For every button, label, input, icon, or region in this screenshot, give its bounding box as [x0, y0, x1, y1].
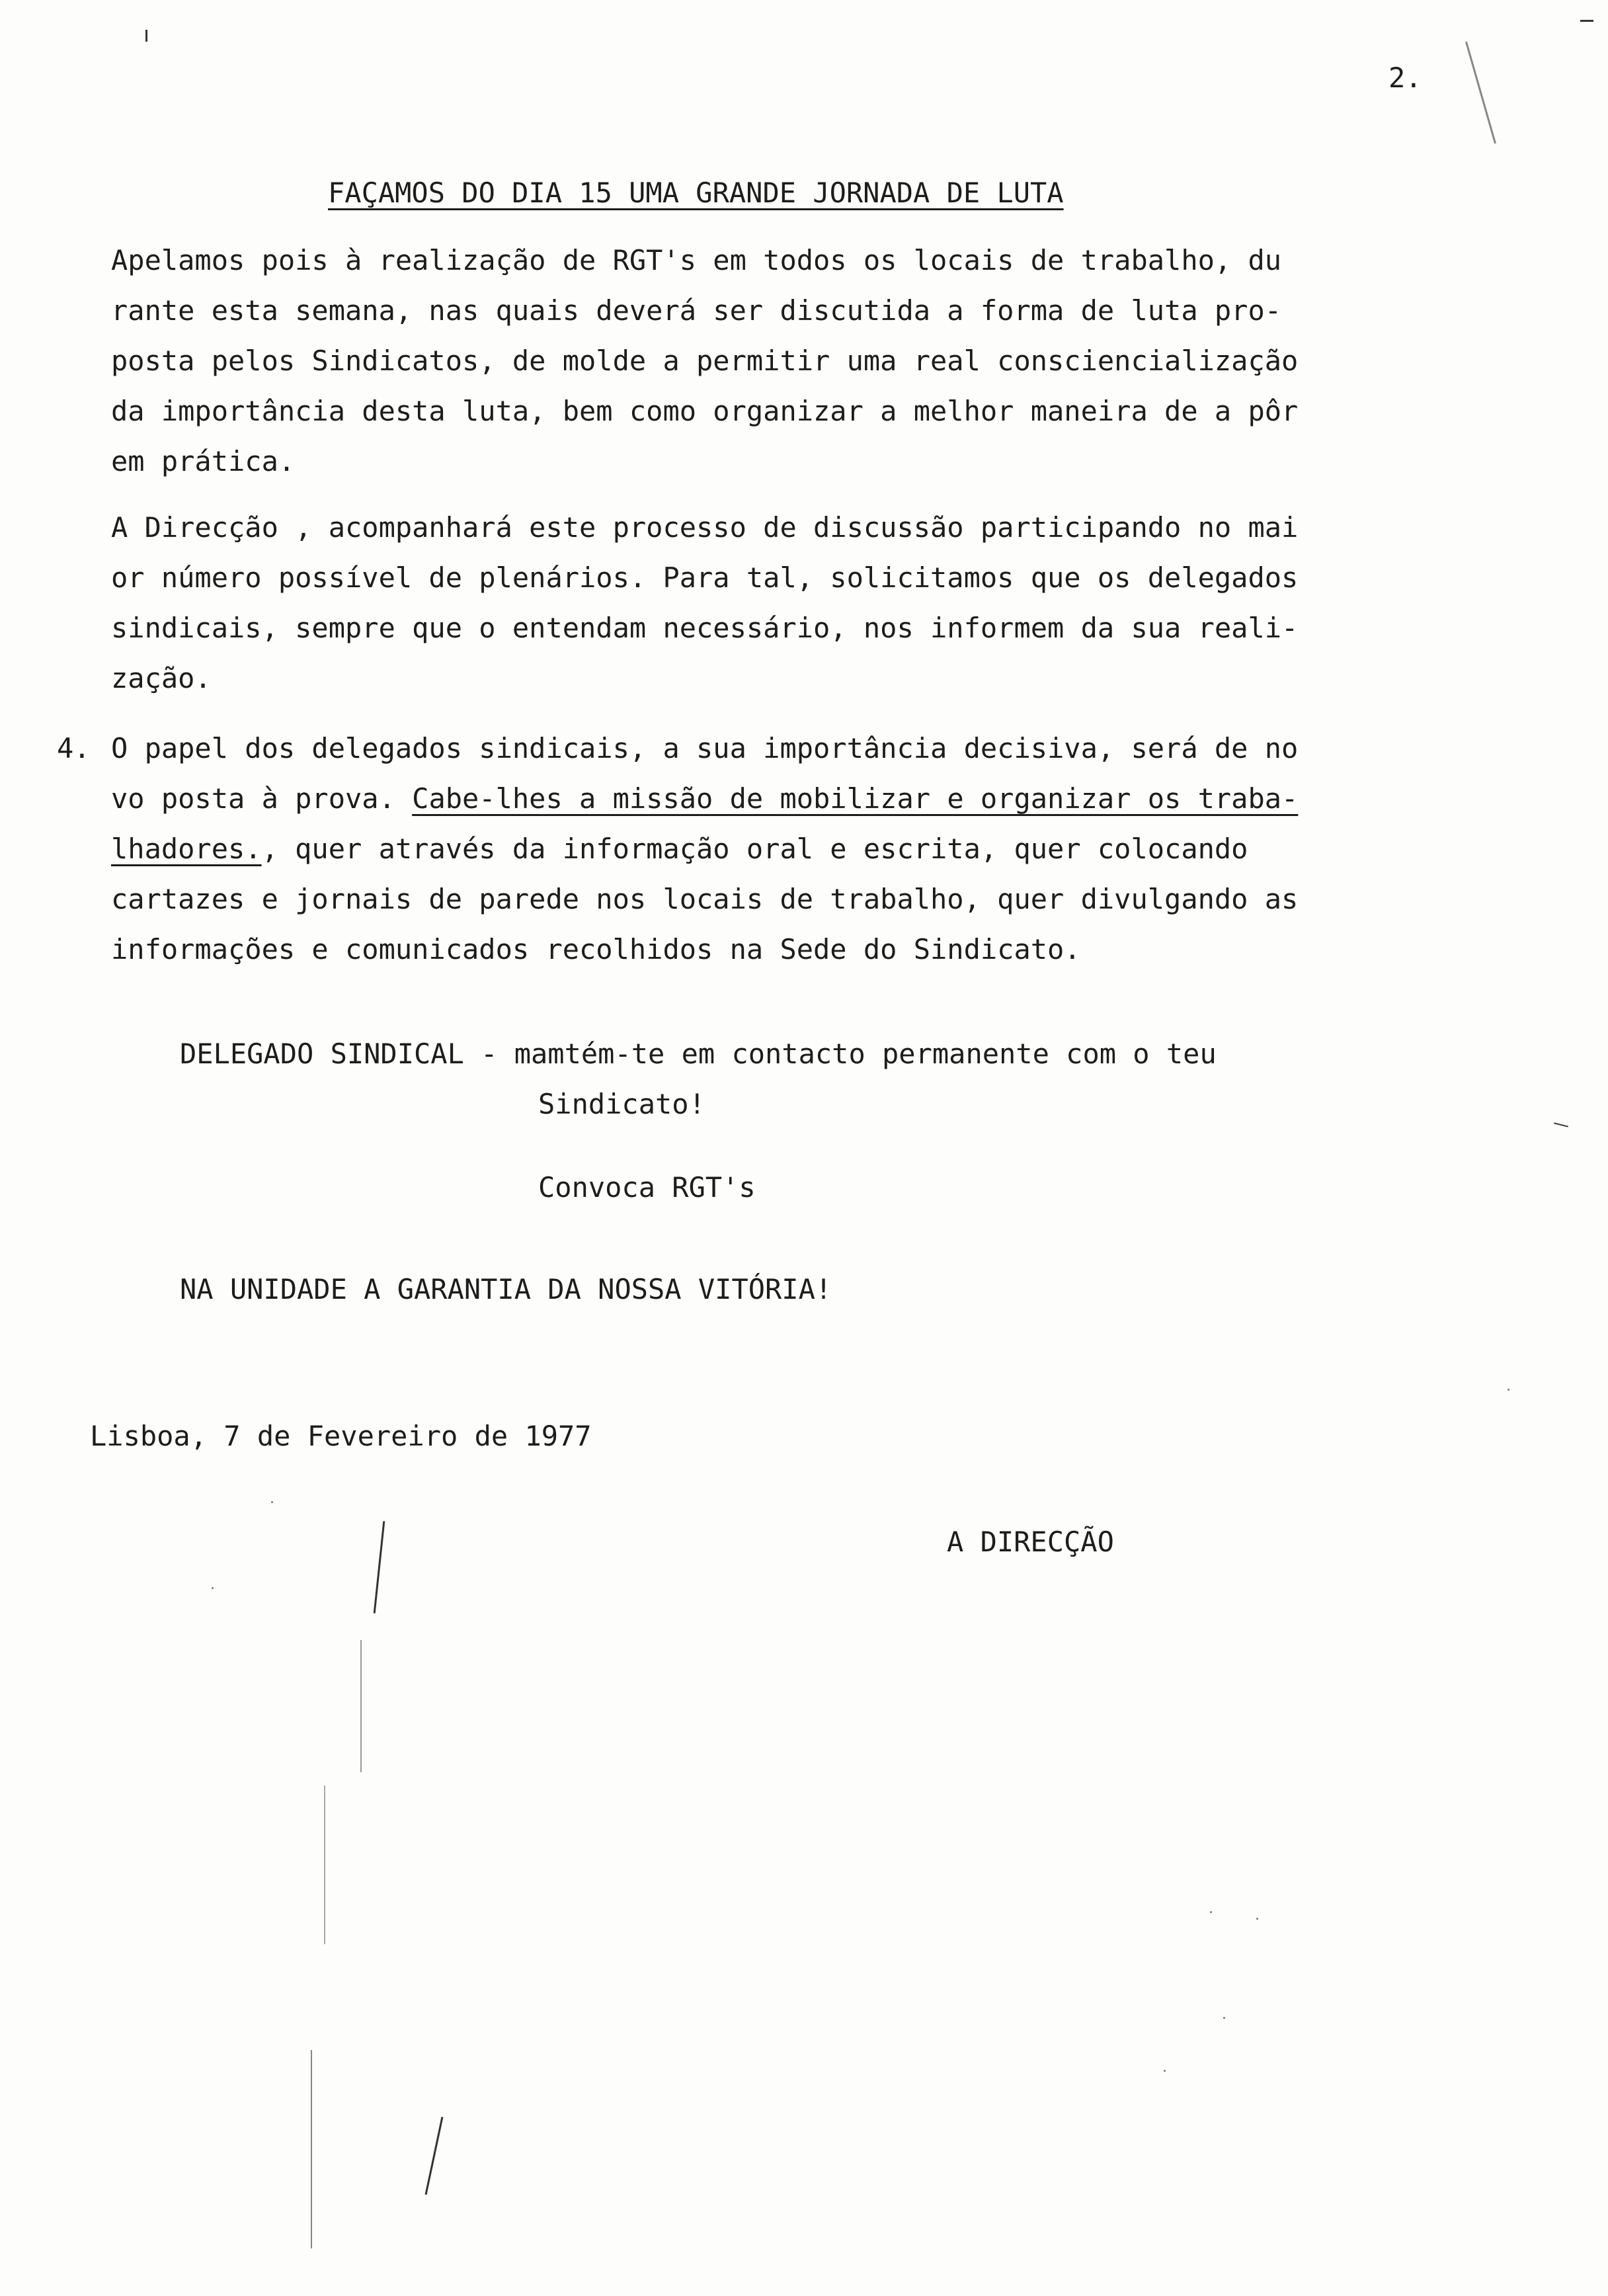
line-text: vo posta à prova. — [111, 782, 413, 815]
scan-mark — [145, 30, 147, 42]
delegate-slogan-continued: Sindicato! — [538, 1088, 705, 1120]
paragraph-line: posta pelos Sindicatos, de molde a permitir uma real consciencialização — [111, 345, 1299, 377]
document-title: FAÇAMOS DO DIA 15 UMA GRANDE JORNADA DE LUTA — [328, 177, 1064, 209]
paragraph-line: A Direcção , acompanhará este processo de discussão participando no mai — [111, 511, 1299, 544]
scan-mark — [1580, 20, 1593, 22]
scan-mark — [1465, 42, 1496, 144]
list-item-number: 4. — [57, 732, 91, 764]
paragraph-line: O papel dos delegados sindicais, a sua importância decisiva, será de no — [111, 732, 1299, 764]
scan-mark — [311, 2050, 312, 2248]
paragraph-line: cartazes e jornais de parede nos locais de trabalho, quer divulgando as — [111, 883, 1299, 915]
underlined-text: lhadores. — [111, 833, 262, 865]
scan-mark — [425, 2117, 444, 2195]
page-number: 2. — [1388, 62, 1422, 94]
paragraph-line: da importância desta luta, bem como organizar a melhor maneira de a pôr — [111, 395, 1299, 427]
scan-speck — [1164, 2070, 1166, 2072]
scan-mark — [360, 1640, 362, 1772]
delegate-slogan: DELEGADO SINDICAL - mamtém-te em contacto permanente com o teu — [180, 1038, 1217, 1070]
paragraph-line — [111, 774, 1298, 824]
convoca-slogan: Convoca RGT's — [538, 1171, 756, 1204]
paragraph-line: em prática. — [111, 445, 296, 477]
paragraph-line: informações e comunicados recolhidos na Sede do Sindicato. — [111, 933, 1081, 965]
scan-mark — [1554, 1122, 1568, 1127]
paragraph-line: or número possível de plenários. Para tal, solicitamos que os delegados — [111, 561, 1299, 594]
scan-speck — [1508, 1389, 1509, 1391]
paragraph-line — [111, 824, 1248, 874]
underlined-text: Cabe-lhes a missão de mobilizar e organizar os traba- — [412, 782, 1299, 815]
paragraph-line: sindicais, sempre que o entendam necessário, nos informem da sua reali- — [111, 612, 1299, 644]
paragraph-line: rante esta semana, nas quais deverá ser discutida a forma de luta pro- — [111, 294, 1282, 327]
scan-speck — [271, 1501, 273, 1503]
scan-speck — [1256, 1918, 1258, 1920]
scan-speck — [1210, 1911, 1212, 1913]
place-and-date: Lisboa, 7 de Fevereiro de 1977 — [90, 1420, 592, 1452]
paragraph-line: zação. — [111, 662, 212, 694]
line-text: , quer através da informação oral e escrita, quer colocando — [261, 833, 1248, 865]
scan-mark — [374, 1521, 385, 1614]
scan-mark — [324, 1785, 325, 1944]
scan-speck — [212, 1587, 214, 1589]
unity-slogan: NA UNIDADE A GARANTIA DA NOSSA VITÓRIA! — [180, 1273, 832, 1305]
scan-speck — [1223, 2017, 1225, 2019]
paragraph-line: Apelamos pois à realização de RGT's em todos os locais de trabalho, du — [111, 244, 1282, 276]
signature: A DIRECÇÃO — [947, 1526, 1114, 1558]
